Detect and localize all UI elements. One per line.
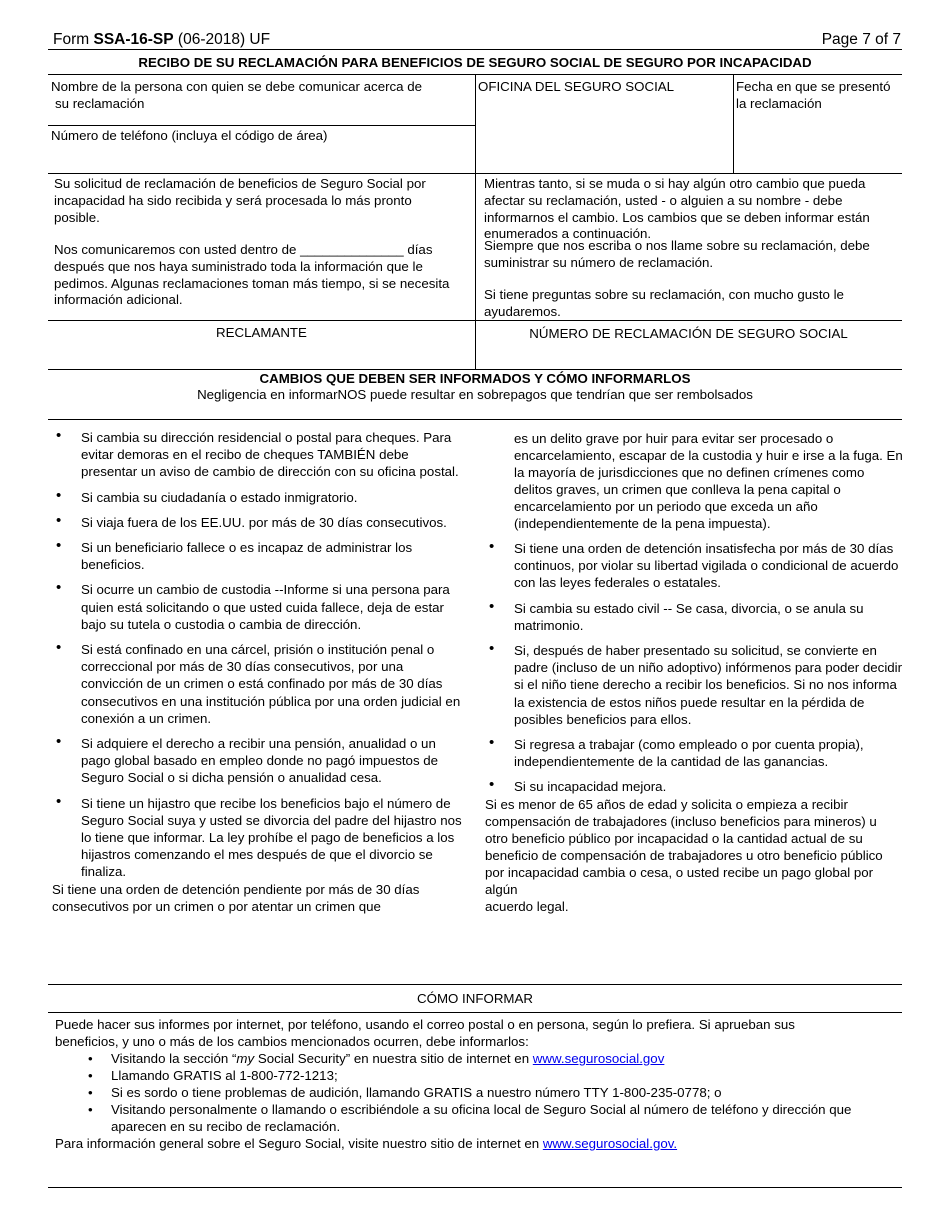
how-item-online: • Visitando la sección “my Social Security” en nuestra sitio de internet en www.segurosocial.gov [88, 1051, 665, 1066]
changes-left-column [52, 429, 468, 915]
how-footer: Para información general sobre el Seguro Social, visite nuestro sitio de internet en www.segurosocial.gov. [55, 1136, 678, 1151]
office-label: OFICINA DEL SEGURO SOCIAL [478, 79, 675, 94]
phone-label: Número de teléfono (incluya el código de área) [51, 128, 328, 143]
change-item: • Si cambia su dirección residencial o postal para cheques. Para evitar demoras en el recibo de cheques TAMBIÉN debe presentar un aviso de cambio de dirección con su oficina postal. [52, 429, 468, 481]
how-title: CÓMO INFORMAR [417, 991, 533, 1006]
claimant-label: RECLAMANTE [216, 325, 307, 340]
change-item: • Si tiene una orden de detención insatisfecha por más de 30 días continuos, por violar su libertad vigilada o condicional de acuerdo con las leyes federales o estatales. [485, 540, 903, 592]
changes-left-list [52, 429, 468, 881]
how-item-phone: • Llamando GRATIS al 1-800-772-1213; [88, 1068, 338, 1083]
change-item: • Si adquiere el derecho a recibir una pensión, anualidad o un pago global basado en empleo donde no pagó impuestos de Seguro Social o si dicha pensión o anualidad cesa. [52, 735, 468, 787]
right-column-tail: Si es menor de 65 años de edad y solicita o empieza a recibir compensación de trabajadores (incluso beneficios para mineros) u otro beneficio público por incapacidad o la cantidad actual de su beneficio de compensación de trabajadores u otro beneficio público por incapacidad cambia o cesa, o usted recibe un pago global por algún [485, 796, 883, 897]
how-item-tty: • Si es sordo o tiene problemas de audición, llamando GRATIS a nuestro número TTY 1-800-235-0778; o [88, 1085, 722, 1100]
changes-right-list [485, 540, 903, 796]
receipt-right-text-3: Si tiene preguntas sobre su reclamación, con mucho gusto le ayudaremos. [484, 287, 844, 319]
receipt-right-text-1: Mientras tanto, si se muda o si hay algún otro cambio que pueda afectar su reclamación, usted - o alguien a su nombre - debe informarnos el cambio. Los cambios que se deben informar están enumerados a continuación. [484, 176, 870, 242]
change-item: • Si cambia su estado civil -- Se casa, divorcia, o se anula su matrimonio. [485, 600, 903, 634]
change-item: • Si su incapacidad mejora. [485, 778, 903, 795]
changes-right-column [485, 430, 903, 915]
right-column-head: es un delito grave por huir para evitar ser procesado o encarcelamiento, escapar de la custodia y huir e irse a la fuga. En la mayoría de jurisdicciones que no definen crímenes como delitos graves, un crimen que conlleva la pena capital o encarcelamiento por un periodo que exceda un año (independientemente de la pena impuesta). [514, 431, 903, 531]
changes-subtitle: Negligencia en informarNOS puede resultar en sobrepagos que tendrían que ser rembolsados [197, 387, 753, 402]
change-item: • Si cambia su ciudadanía o estado inmigratorio. [52, 489, 468, 506]
form-prefix: Form [53, 31, 90, 48]
change-item: • Si, después de haber presentado su solicitud, se convierte en padre (incluso de un niño adoptivo) infórmenos para poder decidir si el niño tiene derecho a recibir los beneficios. Si no nos informa la existencia de estos niños puede resultar en la pérdida de posibles beneficios para ellos. [485, 642, 903, 728]
filing-date-label: Fecha en que se presentó la reclamación [736, 79, 891, 111]
changes-title: CAMBIOS QUE DEBEN SER INFORMADOS Y CÓMO INFORMARLOS [259, 371, 691, 386]
claim-number-label: NÚMERO DE RECLAMACIÓN DE SEGURO SOCIAL [529, 326, 848, 341]
receipt-title: RECIBO DE SU RECLAMACIÓN PARA BENEFICIOS DE SEGURO SOCIAL DE SEGURO POR INCAPACIDAD [138, 55, 812, 70]
change-item: • Si tiene un hijastro que recibe los beneficios bajo el número de Seguro Social suya y usted se divorcia del padre del hijastro nos lo tiene que informar. La ley prohíbe el pago de beneficios a los hijastros comenzando el mes después de que el divorcio se finaliza. [52, 795, 468, 881]
how-item-office: • Visitando personalmente o llamando o escribiéndole a su oficina local de Seguro Social al número de teléfono y dirección que aparecen en su recibo de reclamación. [88, 1102, 852, 1134]
page-number: Page 7 of 7 [821, 31, 901, 48]
receipt-right-text-2: Siempre que nos escriba o nos llame sobre su reclamación, debe suministrar su número de reclamación. [484, 238, 870, 270]
receipt-left-text-1: Su solicitud de reclamación de beneficios de Seguro Social por incapacidad ha sido recibida y será procesada lo más pronto posible. [54, 176, 426, 225]
change-item: • Si ocurre un cambio de custodia --Informe si una persona para quien está solicitando o que usted cuida fallece, deja de estar bajo su tutela o custodia o cambia de dirección. [52, 581, 468, 633]
change-item: • Si un beneficiario fallece o es incapaz de administrar los beneficios. [52, 539, 468, 573]
change-item: • Si viaja fuera de los EE.UU. por más de 30 días consecutivos. [52, 514, 468, 531]
right-column-tail-2: acuerdo legal. [485, 898, 569, 914]
form-code: SSA-16-SP [93, 31, 174, 48]
change-item: • Si está confinado en una cárcel, prisión o institución penal o correccional por más de 30 días consecutivos, por una convicción de un crimen o está confinado por más de 30 días consecutivos en una institución pública por una orden judicial en conexión a un crimen. [52, 641, 468, 727]
header-rule [48, 49, 902, 50]
left-column-tail: Si tiene una orden de detención pendiente por más de 30 días consecutivos por un crimen o por atentar un crimen que [52, 881, 420, 914]
receipt-left-text-2: Nos comunicaremos con usted dentro de ______________ días después que nos haya suministrado toda la información que le pedimos. Algunas reclamaciones toman más tiempo, si se necesita información adicional. [54, 242, 450, 308]
change-item: • Si regresa a trabajar (como empleado o por cuenta propia), independientemente de la cantidad de las ganancias. [485, 736, 903, 770]
how-body [55, 1016, 895, 1152]
ssa-website-link[interactable]: www.segurosocial.gov [532, 1051, 665, 1066]
form-date: (06-2018) UF [177, 31, 271, 48]
how-intro: Puede hacer sus informes por internet, por teléfono, usando el correo postal o en persona, según lo prefiera. Si aprueban sus beneficios, y uno o más de los cambios mencionados ocurren, debe informarlos: [55, 1017, 795, 1049]
ssa-general-info-link[interactable]: www.segurosocial.gov. [542, 1136, 678, 1151]
contact-name-label: Nombre de la persona con quien se debe comunicar acerca de su reclamación [51, 79, 423, 111]
form-id [53, 31, 270, 49]
